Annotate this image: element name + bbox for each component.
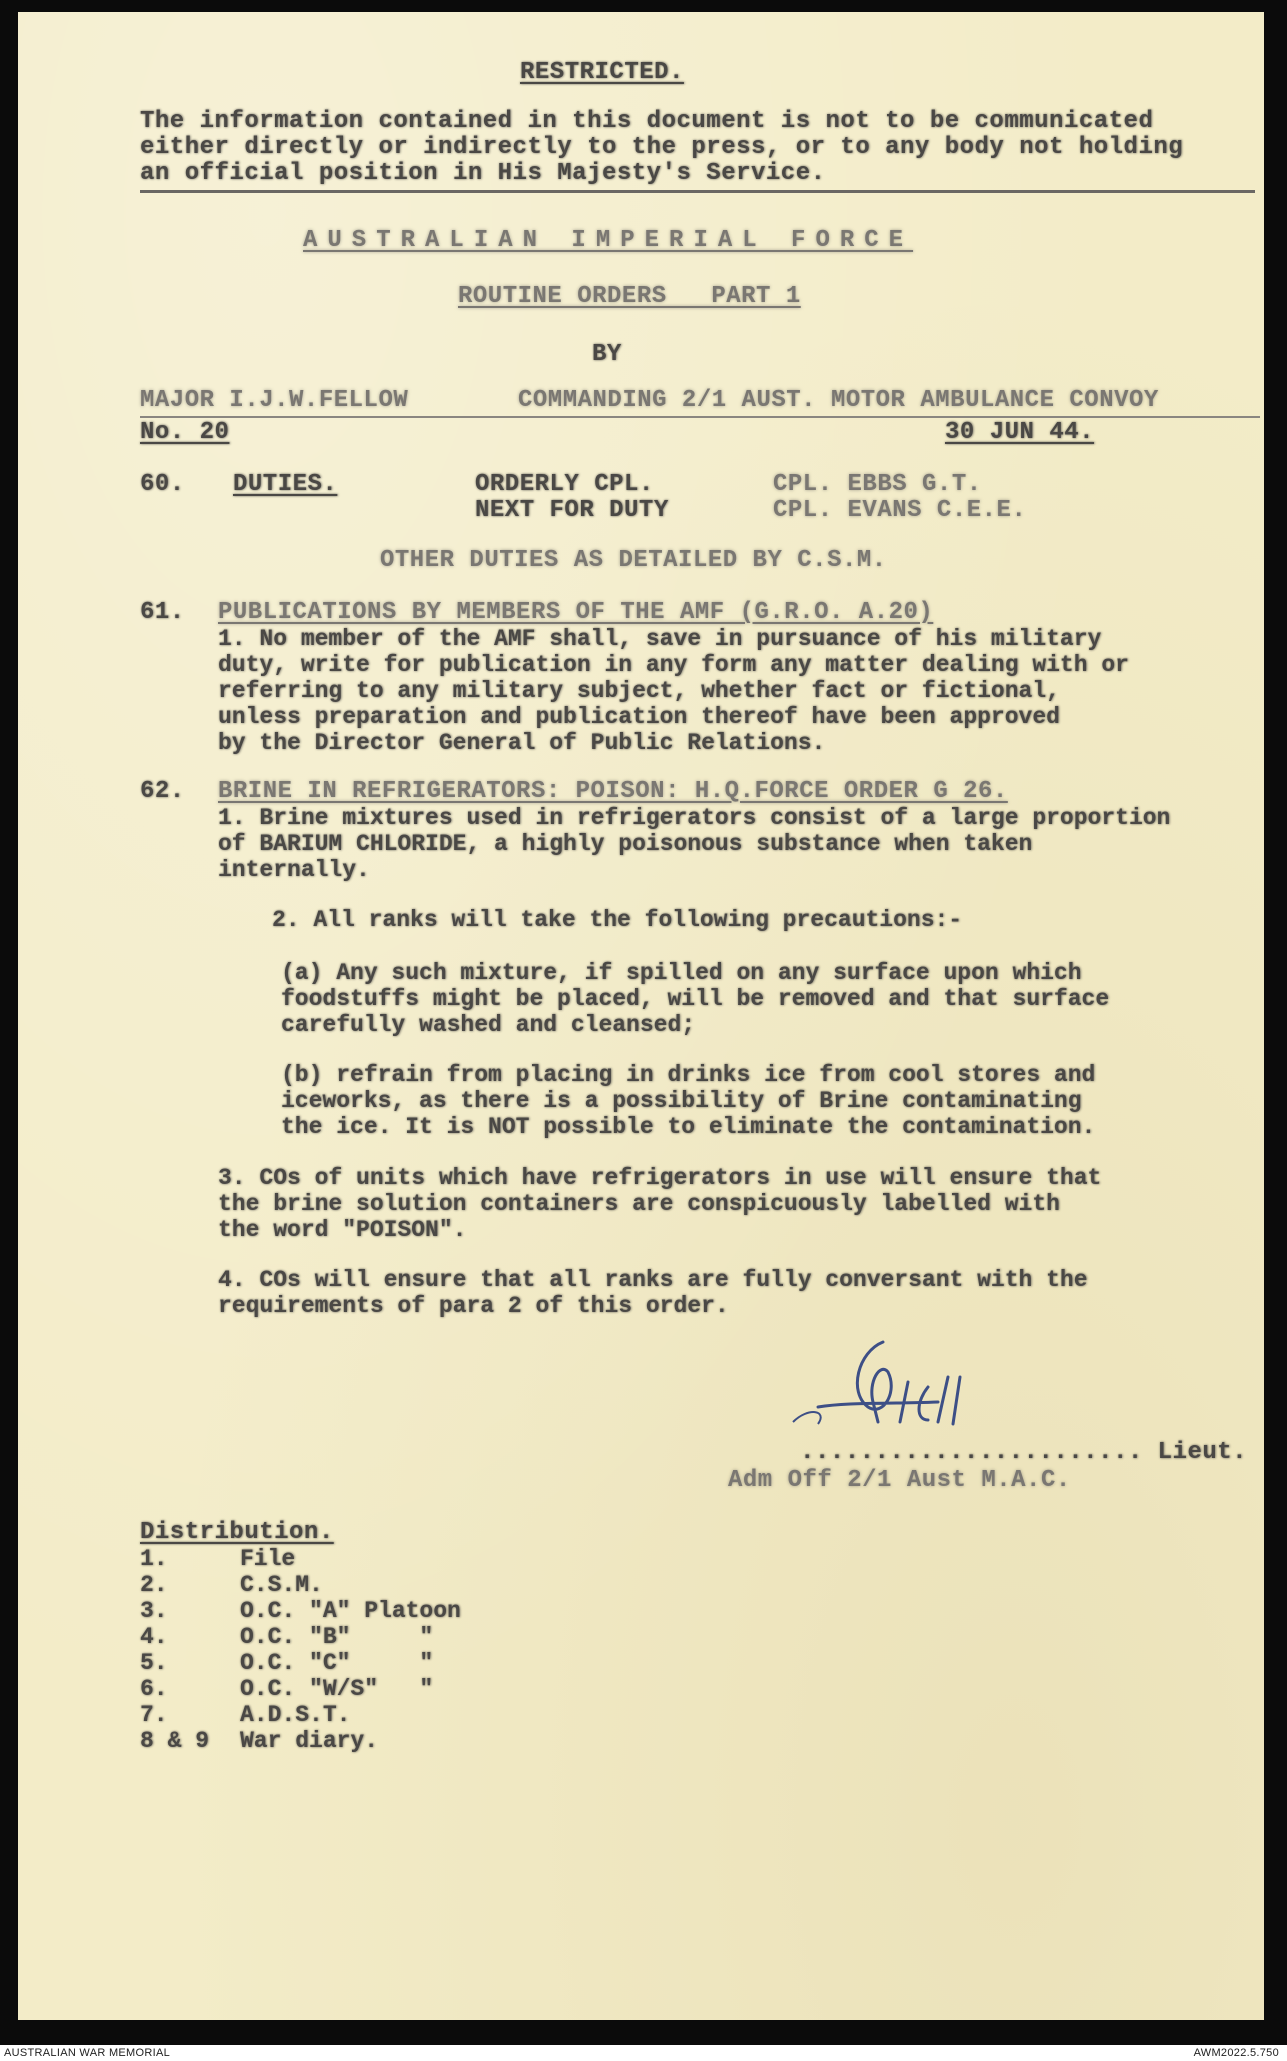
section-61-text: 1. No member of the AMF shall, save in pursuance of his military duty, write for publication in any form any matter dealing with or referring to any military subject, whether fact or fictional, unless preparation and publication thereof have been approved by the Director General of Public Relations. [218,626,1129,756]
handwritten-signature [788,1332,998,1452]
force-title: AUSTRALIAN IMPERIAL FORCE [303,227,914,254]
orders-title: ROUTINE ORDERS PART 1 [458,283,801,310]
section-60-number: 60. [140,471,185,498]
section-62-para-2: 2. All ranks will take the following precautions:- [272,907,963,933]
restricted-heading: RESTRICTED. [520,59,684,86]
section-61-number: 61. [140,599,185,626]
duty-name-2: CPL. EVANS C.E.E. [773,497,1027,524]
header-rule [140,416,1260,418]
caveat-line-1: The information contained in this document is not to be communicated [140,108,1154,135]
section-62-number: 62. [140,778,185,805]
section-62-para-3: 3. COs of units which have refrigerators in use will ensure that the brine solution containers are conspicuously labelled with the word "POISON". [218,1165,1102,1243]
by-label: BY [592,341,622,368]
section-62-para-2b: (b) refrain from placing in drinks ice from cool stores and iceworks, as there is a possibility of Brine contaminating the ice. It is NOT possible to eliminate the contamination. [281,1062,1096,1140]
duty-role-1: ORDERLY CPL. [475,471,654,498]
caveat-line-3: an official position in His Majesty's Service. [140,160,826,187]
footer-institution: AUSTRALIAN WAR MEMORIAL [4,2047,171,2059]
section-62-title: BRINE IN REFRIGERATORS: POISON: H.Q.FORCE ORDER G 26. [218,778,1008,805]
section-62-para-4: 4. COs will ensure that all ranks are fully conversant with the requirements of para 2 of this order. [218,1267,1088,1319]
section-61-title: PUBLICATIONS BY MEMBERS OF THE AMF (G.R.O. A.20) [218,599,934,626]
order-number: No. 20 [140,419,230,446]
command-line: COMMANDING 2/1 AUST. MOTOR AMBULANCE CONVOY [518,387,1159,414]
caveat-line-2: either directly or indirectly to the press, or to any body not holding [140,134,1184,161]
duty-note: OTHER DUTIES AS DETAILED BY C.S.M. [380,547,887,574]
duty-role-2: NEXT FOR DUTY [475,497,669,524]
document-page: RESTRICTED. The information contained in this document is not to be communicated either directly or indirectly to the press, or to any body not holding an official position in His Majesty's Service. AUSTRALIAN IMPERIAL FORCE ROUTINE ORDERS PART 1 BY MAJOR I.J.W.FELLOW COMMANDING 2/1 AUST. MOTOR AMBULANCE CONVOY No. 20 30 JUN 44. 60. DUTIES. ORDERLY CPL. NEXT FOR DUTY CPL. EBBS G.T. CPL. EVANS C.E.E. OTHER DUTIES AS DETAILED BY C.S.M. 61. PUBLICATIONS BY MEMBERS OF THE AMF (G.R.O. A.20) 1. No member of the AMF shall, save in pursuance of his military duty, write for publication in any form any matter dealing with or referring to any military subject, whether fact or fictional, unless preparation and publication thereof have been approved by the Director General of Public Relations. 62. BRINE IN REFRIGERATORS: POISON: H.Q.FORCE ORDER G 26. 1. Brine mixtures used in refrigerators consist of a large proportion of BARIUM CHLORIDE, a highly poisonous substance when taken internally. 2. All ranks will take the following precautions:- (a) Any such mixture, if spilled on any surface upon which foodstuffs might be placed, will be removed and that surface carefully washed and cleansed; (b) refrain from placing in drinks ice from cool stores and iceworks, as there is a possibility of Brine contaminating the ice. It is NOT possible to eliminate the contamination. 3. COs of units which have refrigerators in use will ensure that the brine solution containers are conspicuously labelled with the word "POISON". 4. COs will ensure that all ranks are fully conversant with the requirements of para 2 of this order. ....................... Lieut. Adm Off 2/1 Aust M.A.C. Distribution. 1. File 2. C.S.M. 3. O.C. "A" Platoon 4. O.C. "B" " 5. O.C. "C" " 6. O.C. "W/S" " 7. A.D.S.T. 8 & 9 War diary. [18,12,1264,2020]
caveat-rule [140,190,1255,193]
signature-appointment: Adm Off 2/1 Aust M.A.C. [728,1467,1071,1494]
distribution-heading: Distribution. [140,1519,334,1546]
duty-name-1: CPL. EBBS G.T. [773,471,982,498]
section-60-title: DUTIES. [233,471,338,498]
section-62-para-2a: (a) Any such mixture, if spilled on any surface upon which foodstuffs might be placed, will be removed and that surface carefully washed and cleansed; [281,960,1110,1038]
order-date: 30 JUN 44. [945,419,1095,446]
section-62-para-1: 1. Brine mixtures used in refrigerators consist of a large proportion of BARIUM CHLORIDE, a highly poisonous substance when taken internally. [218,805,1171,883]
footer-accession-number: AWM2022.5.750 [1193,2047,1279,2059]
signature-rank-line: ....................... Lieut. [800,1439,1248,1466]
officer-name: MAJOR I.J.W.FELLOW [140,387,409,414]
